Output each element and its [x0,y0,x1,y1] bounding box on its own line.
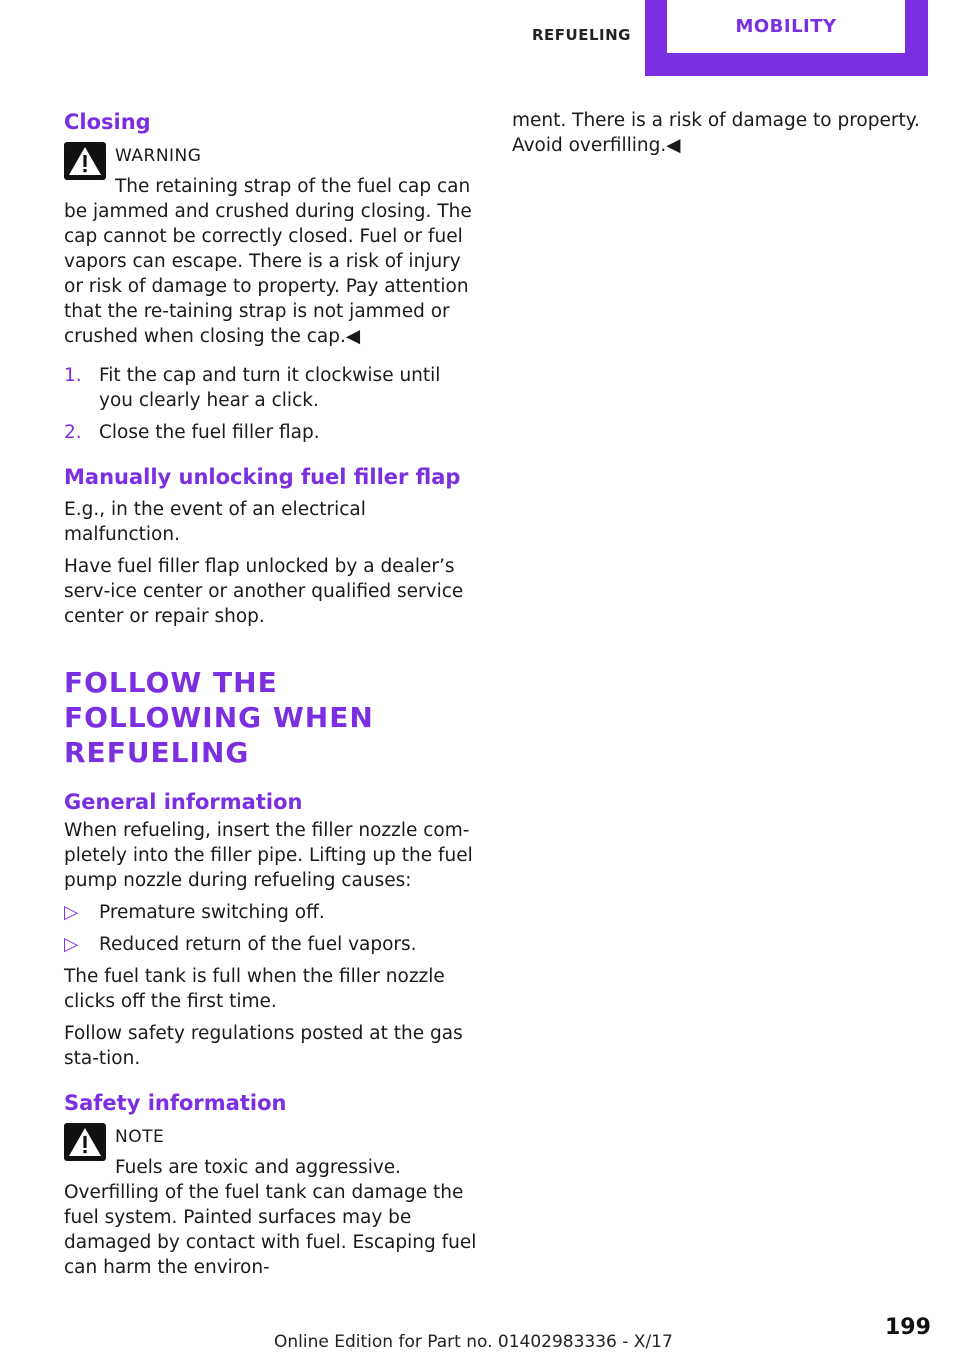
chapter-tab-label: MOBILITY [735,16,837,37]
general-info-paragraph: The fuel tank is full when the filler nozzle clicks off the first time. [64,966,445,1012]
list-item [64,900,480,925]
list-item [64,363,480,413]
chapter-tab-inner [667,0,905,53]
closing-steps [64,363,480,445]
right-column [512,108,928,165]
note-text: Fuels are toxic and aggressive. Overfilling of the fuel tank can damage the fuel system. Painted surfaces may be damaged by contact with fuel. Escaping fuel can harm the environ‐ [64,1157,477,1278]
step-text: Fit the cap and turn it clockwise until you clearly hear a click. [99,365,441,411]
manual-unlock-paragraph: E.g., in the event of an electrical malfunction. [64,499,366,545]
safety-info-heading: Safety information [64,1091,287,1115]
section-title: FOLLOW THE FOLLOWING WHEN REFUELING [64,666,374,769]
running-header-section: REFUELING [532,26,631,44]
left-column [64,108,480,1294]
general-info-paragraph: Follow safety regulations posted at the gas sta‐tion. [64,1023,463,1069]
closing-heading: Closing [64,110,151,134]
general-info-bullets [64,900,480,957]
closing-warning [64,142,480,349]
warning-triangle-icon [64,142,106,180]
note-text-continued: ment. There is a risk of damage to property. Avoid overfilling.◀ [512,110,920,156]
warning-text: The retaining strap of the fuel cap can be jammed and crushed during closing. The cap cannot be correctly closed. Fuel or fuel vapors can escape. There is a risk of injury or risk of damage to property. Pay attention that the re‐taining strap is not jammed or crushed when closing the cap.◀ [64,176,472,347]
note-label: NOTE [115,1127,165,1147]
triangle-bullet-icon: ▷ [64,934,79,955]
list-item [64,420,480,445]
bullet-text: Premature switching off. [99,902,325,923]
step-number: 2. [64,422,82,443]
warning-label: WARNING [115,146,202,166]
bullet-text: Reduced return of the fuel vapors. [99,934,417,955]
manual-unlock-heading: Manually unlocking fuel filler flap [64,465,461,489]
page-number: 199 [885,1315,931,1340]
step-text: Close the fuel filler flap. [99,422,320,443]
chapter-tab [645,0,928,76]
edition-footer: Online Edition for Part no. 01402983336 - X/17 [274,1332,673,1352]
manual-unlock-paragraph: Have fuel filler flap unlocked by a dealer’s serv‐ice center or another qualified service center or repair shop. [64,556,464,627]
triangle-bullet-icon: ▷ [64,902,79,923]
warning-triangle-icon [64,1123,106,1161]
safety-note [64,1123,480,1280]
general-info-heading: General information [64,790,303,814]
list-item [64,932,480,957]
step-number: 1. [64,365,82,386]
general-info-paragraph: When refueling, insert the filler nozzle com‐pletely into the filler pipe. Lifting up the fuel pump nozzle during refueling causes: [64,820,473,891]
